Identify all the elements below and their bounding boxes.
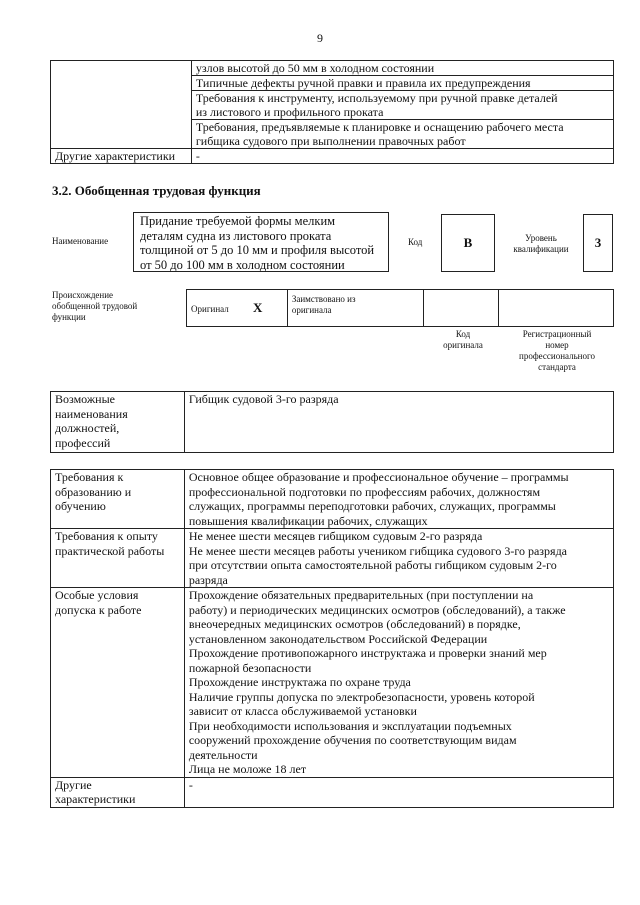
reg-caption-line: номер [545, 340, 569, 350]
cell-line: из листового и профильного проката [195, 105, 384, 119]
cell-line: Типичные дефекты ручной правки и правила их предупреждения [195, 76, 531, 90]
table-row [51, 470, 614, 529]
table-row [51, 149, 614, 164]
cell-line: гибщика судового при выполнении правочных работ [195, 134, 466, 148]
value-line: зависит от класса обслуживаемой установки [188, 704, 417, 718]
value-line: разряда [188, 572, 228, 587]
value-line: - [188, 777, 193, 792]
value-line: внеочередных медицинских осмотров (обследований) в порядке, [188, 617, 521, 631]
origin-label-line: обобщенной трудовой [52, 301, 138, 311]
value-line: пожарной безопасности [188, 660, 312, 675]
cell-line: Требования к инструменту, используемому при ручной правке деталей [195, 91, 558, 105]
borrowed-cell [287, 290, 423, 327]
value-line: установленном законодательством Российской Федерации [188, 631, 488, 646]
level-value-box [583, 214, 613, 272]
education-value [184, 470, 613, 529]
table-cell [191, 76, 613, 91]
section-heading: 3.2. Обобщенная трудовая функция [52, 183, 261, 198]
original-mark: X [252, 299, 263, 315]
function-name-line: Придание требуемой формы мелким [140, 214, 336, 228]
label-line: Требования к опыту [55, 529, 158, 543]
table-row [51, 392, 614, 453]
value-line: повышения квалификации рабочих, служащих [188, 513, 428, 528]
table-row [51, 529, 614, 588]
table-row [51, 588, 614, 778]
borrowed-label-line: оригинала [291, 305, 332, 315]
level-label [506, 233, 576, 255]
label-line: Особые условия [55, 588, 139, 602]
function-name-line: от 50 до 100 мм в холодном состоянии [140, 257, 345, 272]
empty-label-cell [51, 61, 192, 149]
reg-caption-line: стандарта [538, 362, 576, 372]
label-line: Требования к [55, 470, 124, 484]
education-label [51, 470, 185, 529]
special-conditions-value [184, 588, 613, 778]
level-label-line: квалификации [513, 244, 569, 254]
code-label: Код [408, 237, 423, 247]
reg-caption-line: Регистрационный [522, 329, 592, 339]
cell-line: Требования, предъявляемые к планировке и оснащению рабочего места [195, 120, 564, 134]
value-line: сооружений прохождение обучения по соответствующим видам [188, 733, 517, 747]
value-line: работу) и периодических медицинских осмотров (обследований), а также [188, 602, 566, 617]
origin-label-line: функции [52, 312, 86, 322]
value-line: Наличие группы допуска по электробезопасности, уровень которой [188, 689, 535, 704]
other-value [184, 777, 613, 807]
code-caption-line: Код [455, 329, 471, 339]
origin-code-cell [423, 290, 499, 327]
table-row [51, 61, 614, 76]
origin-table [186, 289, 614, 327]
table-cell [191, 91, 613, 120]
value-line: Основное общее образование и профессиональное обучение – программы [188, 470, 569, 484]
page-number: 9 [317, 31, 323, 45]
value-line: Не менее шести месяцев работы учеником гибщика судового 3-го разряда [188, 543, 567, 558]
table-row [187, 290, 614, 327]
positions-label-line: Возможные [55, 392, 115, 406]
positions-label-line: должностей, [55, 421, 120, 435]
table-cell [191, 120, 613, 149]
experience-label [51, 529, 185, 588]
label-line: допуска к работе [55, 602, 142, 617]
value-line: Лица не моложе 18 лет [188, 762, 307, 776]
other-characteristics-value: - [191, 149, 613, 164]
value-line: при отсутствии опыта самостоятельной работы гибщиком судовым 2-го [188, 558, 557, 572]
label-line: характеристики [55, 792, 136, 806]
origin-reg-cell [499, 290, 614, 327]
original-cell [187, 290, 288, 327]
special-conditions-label [51, 588, 185, 778]
value-line: деятельности [188, 747, 258, 762]
value-line: профессиональной подготовки по профессиям рабочих, должностям [188, 484, 541, 499]
name-label: Наименование [52, 236, 109, 246]
reg-caption [500, 329, 614, 373]
value-line: Не менее шести месяцев гибщиком судовым 2-го разряда [188, 529, 483, 543]
code-caption-line: оригинала [443, 340, 483, 350]
value-line: Прохождение инструктажа по охране труда [188, 675, 411, 689]
code-caption [425, 329, 501, 351]
table-cell [191, 61, 613, 76]
code-value-box [441, 214, 495, 272]
level-label-line: Уровень [525, 233, 557, 243]
positions-label-line: наименования [55, 406, 128, 421]
value-line: Прохождение противопожарного инструктажа и проверки знаний мер [188, 646, 547, 660]
level-value: 3 [594, 235, 602, 250]
other-characteristics-label: Другие характеристики [51, 149, 192, 164]
label-line: Другие [55, 777, 92, 792]
positions-value: Гибщик судовой 3-го разряда [184, 392, 613, 453]
original-label: Оригинал [191, 303, 229, 314]
value-line: Прохождение обязательных предварительных (при поступлении на [188, 588, 534, 602]
positions-label [51, 392, 185, 453]
function-name-line: толщиной от 5 до 10 мм и профиля высотой [140, 243, 375, 257]
origin-label-line: Происхождение [52, 290, 114, 300]
function-name-box [133, 212, 389, 272]
code-value: B [463, 235, 473, 250]
origin-label [52, 290, 137, 323]
function-name-line: деталям судна из листового проката [140, 228, 332, 243]
value-line: При необходимости использования и эксплуатации подъемных [188, 718, 512, 733]
cell-line: узлов высотой до 50 мм в холодном состоянии [195, 61, 435, 75]
positions-table [50, 391, 614, 453]
other-label [51, 777, 185, 807]
label-line: образованию и [55, 484, 132, 499]
top-table [50, 60, 614, 164]
borrowed-label-line: Заимствовано из [291, 294, 356, 304]
positions-label-line: профессий [55, 435, 111, 450]
reg-caption-line: профессионального [519, 351, 595, 361]
label-line: практической работы [55, 543, 165, 558]
label-line: обучению [55, 499, 106, 513]
experience-value [184, 529, 613, 588]
table-row [51, 777, 614, 807]
value-line: служащих, программы переподготовки рабочих, служащих, программы [188, 499, 556, 513]
requirements-table [50, 469, 614, 808]
